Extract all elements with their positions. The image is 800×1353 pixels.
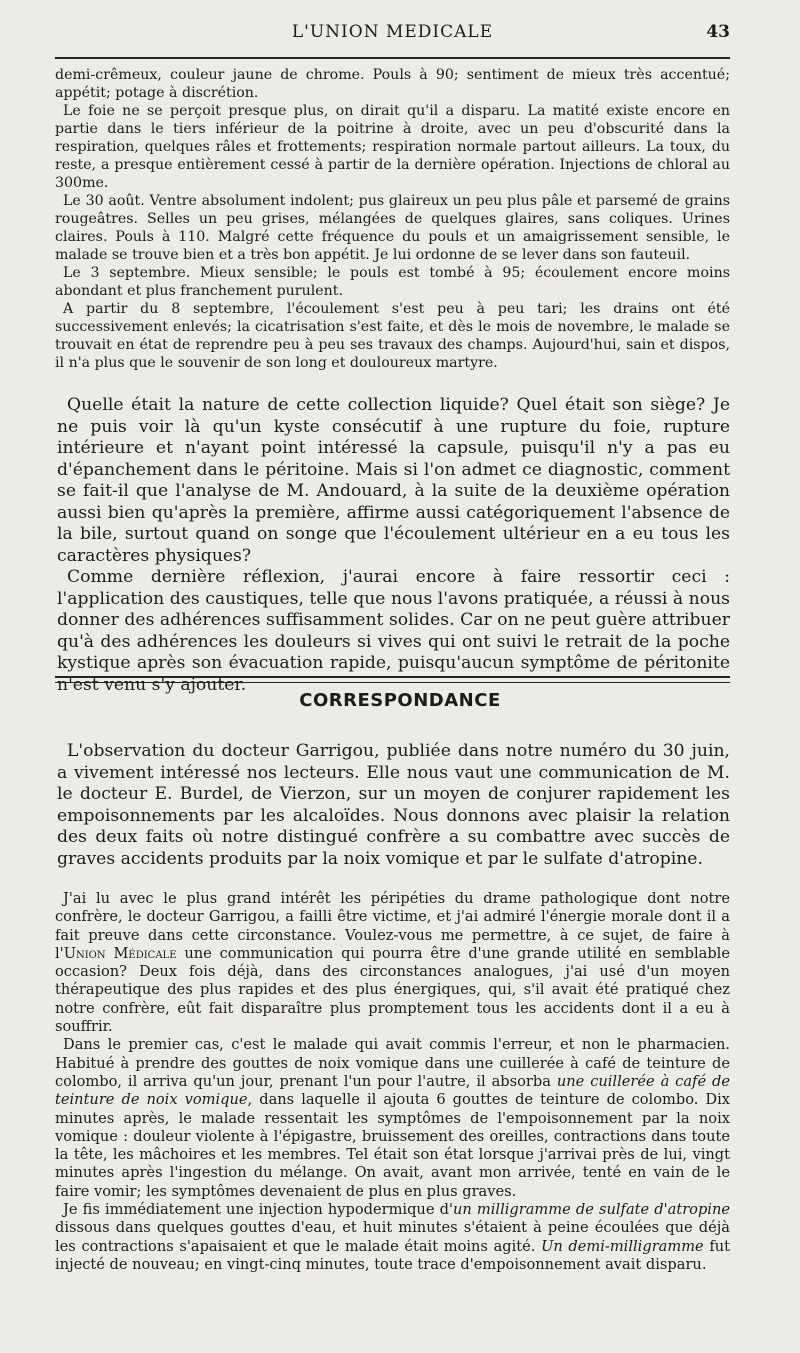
discussion-paragraph: Comme dernière réflexion, j'aurai encore à faire ressortir ceci : l'application des caustiques, telle que nous l'avons pratiquée, a réussi à nous donner des adhérences suffisamment solides. Car on ne peut guère attribuer qu'à des adhérences les douleurs si vives qui ont suivi le retrait de la poche kystique après son évacuation rapide, puisqu'aucun symptôme de péritonite n'est venu s'y ajouter. (57, 567, 730, 695)
letter-text: fut injecté de nouveau; en vingt-cinq minutes, toute trace d'empoisonnement avait disparu. (55, 1237, 731, 1273)
journal-name: Union Médicale (63, 944, 177, 962)
case-note-paragraph: A partir du 8 septembre, l'écoulement s'est peu à peu tari; les drains ont été successivement enlevés; la cicatrisation s'est faite, et dès le mois de novembre, le malade se trouvait en état de reprendre peu à peu ses travaux des champs. Aujourd'hui, sain et dispos, il n'a plus que le souvenir de son long et douloureux martyre. (55, 301, 730, 371)
letter-text: dissous dans quelques gouttes d'eau, et huit minutes s'étaient à peine écoulées que déjà les contractions s'apaisaient et que le malade était moins agité. (55, 1219, 730, 1255)
discussion-paragraph: Quelle était la nature de cette collection liquide? Quel était son siège? Je ne puis voir là qu'un kyste consécutif à une rupture du foie, rupture intérieure et n'ayant point intéressé la capsule, puisqu'il n'y a pas eu d'épanchement dans le péritoine. Mais si l'on admet ce diagnostic, comment se fait-il que l'analyse de M. Andouard, à la suite de la deuxième opération aussi bien qu'après la première, affirme aussi catégoriquement l'absence de la bile, surtout quand on songe que l'écoulement ultérieur en a eu tous les caractères physiques? (57, 395, 730, 566)
running-header (55, 22, 730, 46)
section-rule (55, 676, 730, 683)
letter-paragraph (55, 890, 730, 1036)
letter-paragraph (55, 1201, 730, 1274)
case-note-paragraph: demi-crêmeux, couleur jaune de chrome. Pouls à 90; sentiment de mieux très accentué; appétit; potage à discrétion. (55, 67, 730, 101)
page-number: 43 (706, 22, 730, 42)
discussion (57, 395, 730, 696)
header-rule (55, 57, 730, 59)
journal-title: L'UNION MEDICALE (291, 22, 494, 42)
letter-paragraph (55, 1036, 730, 1201)
intro-paragraph: L'observation du docteur Garrigou, publiée dans notre numéro du 30 juin, a vivement intéressé nos lecteurs. Elle nous vaut une communication de M. le docteur E. Burdel, de Vierzon, sur un moyen de conjurer rapidement les empoisonnements par les alcaloïdes. Nous donnons avec plaisir la relation des deux faits où notre distingué confrère a su combattre avec succès de graves accidents produits par la noix vomique et par le sulfate d'atropine. (57, 741, 730, 869)
case-note-paragraph: Le foie ne se perçoit presque plus, on dirait qu'il a disparu. La matité existe encore en partie dans le tiers inférieur de la poitrine à droite, avec un peu d'obscurité dans la respiration, quelques râles et frottements; respiration normale partout ailleurs. La toux, du reste, a presque entièrement cessé à partir de la dernière opération. Injections de chloral au 300me. (55, 103, 730, 191)
letter-emphasis: Un demi-milligramme (541, 1237, 704, 1255)
letter-emphasis: un milligramme de sulfate d'atropine (452, 1201, 731, 1219)
letter-text: , dans laquelle il ajouta 6 gouttes de teinture de colombo. Dix minutes après, le malade ressentait les symptômes de l'empoisonnement par la noix vomique : douleur violente à l'épigastre, bruissement des oreilles, contractions dans toute la tête, les mâchoires et les membres. Tel était son état lorsque j'arrivai près de lui, vingt minutes après l'ingestion du mélange. On avait, avant mon arrivée, tenté en vain de le faire vomir; les symptômes devenaient de plus en plus graves. (55, 1091, 730, 1200)
case-note-paragraph: Le 30 août. Ventre absolument indolent; pus glaireux un peu plus pâle et parsemé de grains rougeâtres. Selles un peu grises, mélangées de quelques glaires, sans coliques. Urines claires. Pouls à 110. Malgré cette fréquence du pouls et un amaigrissement sensible, le malade se trouve bien et a très bon appétit. Je lui ordonne de se lever dans son fauteuil. (55, 193, 730, 263)
letter-text: une communication qui pourra être d'une grande utilité en semblable occasion? Deux fois déjà, dans des circonstances analogues, j'ai usé d'un moyen thérapeutique des plus rapides et des plus énergiques, qui, s'il avait été pratiqué chez notre confrère, eût fait disparaître plus promptement tous les accidents dont il a eu à souffrir. (55, 944, 730, 1036)
letter-text: J'ai lu avec le plus grand intérêt les péripéties du drame pathologique dont notre confrère, le docteur Garrigou, a failli être victime, et j'ai admiré l'énergie morale dont il a fait preuve dans cette circonstance. Voulez-vous me permettre, à ce sujet, de faire à l' (55, 890, 730, 962)
letter-text: Je fis immédiatement une injection hypodermique d' (63, 1201, 453, 1219)
case-note-paragraph: Le 3 septembre. Mieux sensible; le pouls est tombé à 95; écoulement encore moins abondant et plus franchement purulent. (55, 265, 730, 299)
letter-emphasis: une cuillerée à café de teinture de noix vomique (55, 1072, 730, 1109)
letter-body (55, 890, 730, 1274)
letter-text: Dans le premier cas, c'est le malade qui avait commis l'erreur, et non le pharmacien. Habitué à prendre des gouttes de noix vomique dans une cuillerée à café de teinture de colombo, il arriva qu'un jour, prenant l'un pour l'autre, il absorba (55, 1036, 730, 1090)
section-intro (57, 741, 730, 870)
case-notes (55, 66, 730, 372)
section-title: CORRESPONDANCE (299, 690, 501, 711)
